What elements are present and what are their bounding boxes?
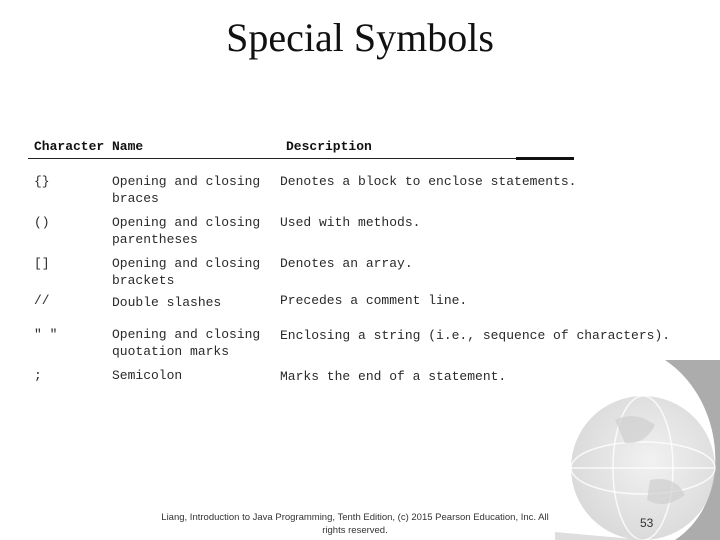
row-braces-name-line1: Opening and closing	[112, 174, 261, 189]
header-name: Name	[112, 139, 144, 154]
globe-decoration-icon	[555, 360, 720, 540]
row-brackets-description: Denotes an array.	[280, 256, 413, 271]
row-quotes-character: " "	[34, 327, 58, 342]
row-parentheses-name-line1: Opening and closing	[112, 215, 261, 230]
row-slashes-description: Precedes a comment line.	[280, 293, 468, 308]
header-rule-accent	[516, 157, 574, 160]
row-brackets-character: []	[34, 256, 50, 271]
page-number: 53	[640, 516, 654, 530]
footer-copyright	[140, 511, 570, 537]
row-brackets-name-line1: Opening and closing	[112, 256, 261, 271]
header-rule	[28, 158, 546, 159]
row-semicolon-description: Marks the end of a statement.	[280, 369, 507, 384]
row-semicolon-character: ;	[34, 368, 42, 383]
row-slashes-character: //	[34, 293, 50, 308]
row-parentheses-character: ()	[34, 215, 50, 230]
row-braces-character: {}	[34, 174, 50, 189]
slide-title: Special Symbols	[226, 15, 494, 60]
row-parentheses-description: Used with methods.	[280, 215, 421, 230]
row-quotes-description: Enclosing a string (i.e., sequence of characters).	[280, 328, 671, 343]
row-slashes-name-line1: Double slashes	[112, 295, 222, 310]
header-description: Description	[286, 139, 372, 154]
footer-line2: rights reserved.	[322, 525, 388, 536]
row-braces-description: Denotes a block to enclose statements.	[280, 174, 577, 189]
row-braces-name-line2: braces	[112, 191, 159, 206]
row-quotes-name-line2: quotation marks	[112, 344, 230, 359]
row-brackets-name-line2: brackets	[112, 273, 175, 288]
row-parentheses-name-line2: parentheses	[112, 232, 198, 247]
footer-line1: Liang, Introduction to Java Programming, Tenth Edition, (c) 2015 Pearson Education, Inc. All	[161, 512, 549, 523]
header-character: Character	[34, 139, 105, 154]
row-semicolon-name-line1: Semicolon	[112, 368, 183, 383]
row-quotes-name-line1: Opening and closing	[112, 327, 261, 342]
